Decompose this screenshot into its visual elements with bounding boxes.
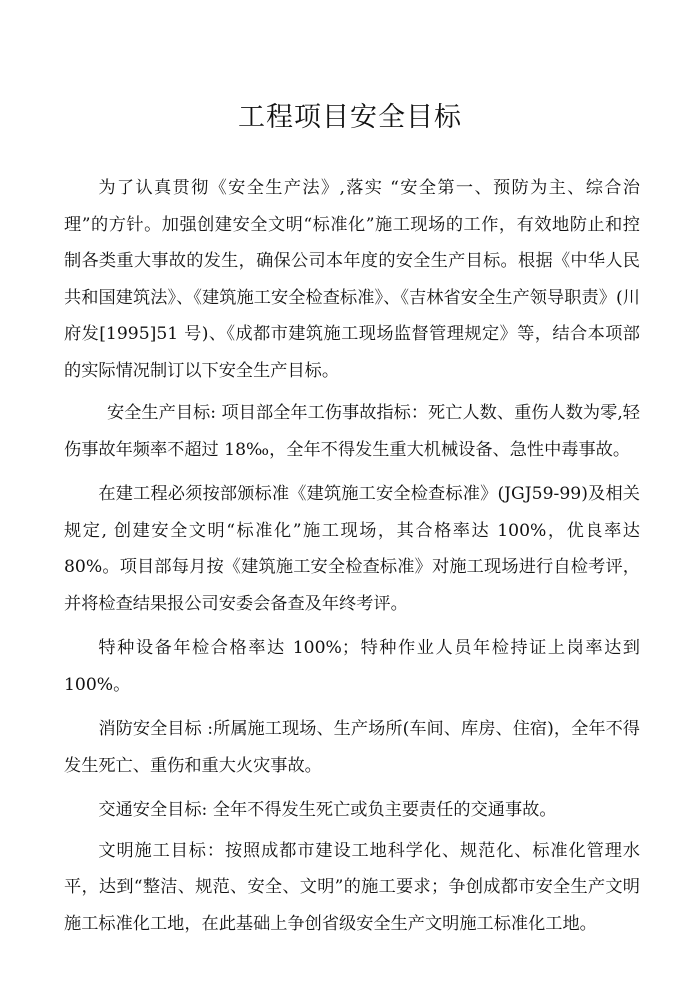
document-body: [64, 170, 640, 942]
paragraph-construction-standard: 在建工程必须按部颁标准《建筑施工安全检查标准》(JGJ59-99)及相关规定, 创建安全文明“标准化”施工现场，其合格率达 100%，优良率达 80%。项目部每月按《建筑施工安全检查标准》对施工现场进行自检考评，并将检查结果报公司安委会备查及年终考评。: [64, 484, 640, 614]
paragraph-traffic-safety: 交通安全目标: 全年不得发生死亡或负主要责任的交通事故。: [98, 800, 557, 820]
paragraph-fire-safety: 消防安全目标 :所属施工现场、生产场所(车间、库房、住宿)，全年不得发生死亡、重伤和重大火灾事故。: [64, 719, 640, 776]
paragraph-safety-goal: 安全生产目标: 项目部全年工伤事故指标：死亡人数、重伤人数为零,轻伤事故年频率不超过 18‰，全年不得发生重大机械设备、急性中毒事故。: [64, 403, 640, 460]
paragraph-intro: 为了认真贯彻《安全生产法》,落实 “安全第一、预防为主、综合治理”的方针。加强创建安全文明“标准化”施工现场的工作，有效地防止和控制各类重大事故的发生，确保公司本年度的安全生产目标。根据《中华人民共和国建筑法》、《建筑施工安全检查标准》、《吉林省安全生产领导职责》(川府发[1995]51 号)、《成都市建筑施工现场监督管理规定》等，结合本项部的实际情况制订以下安全生产目标。: [64, 178, 640, 381]
paragraph-special-equipment: 特种设备年检合格率达 100%；特种作业人员年检持证上岗率达到 100%。: [64, 638, 640, 695]
paragraph-civilized-construction: 文明施工目标：按照成都市建设工地科学化、规范化、标准化管理水平，达到“整洁、规范、安全、文明”的施工要求；争创成都市安全生产文明施工标准化工地，在此基础上争创省级安全生产文明施工标准化工地。: [64, 840, 640, 934]
page-title: 工程项目安全目标: [238, 102, 462, 133]
